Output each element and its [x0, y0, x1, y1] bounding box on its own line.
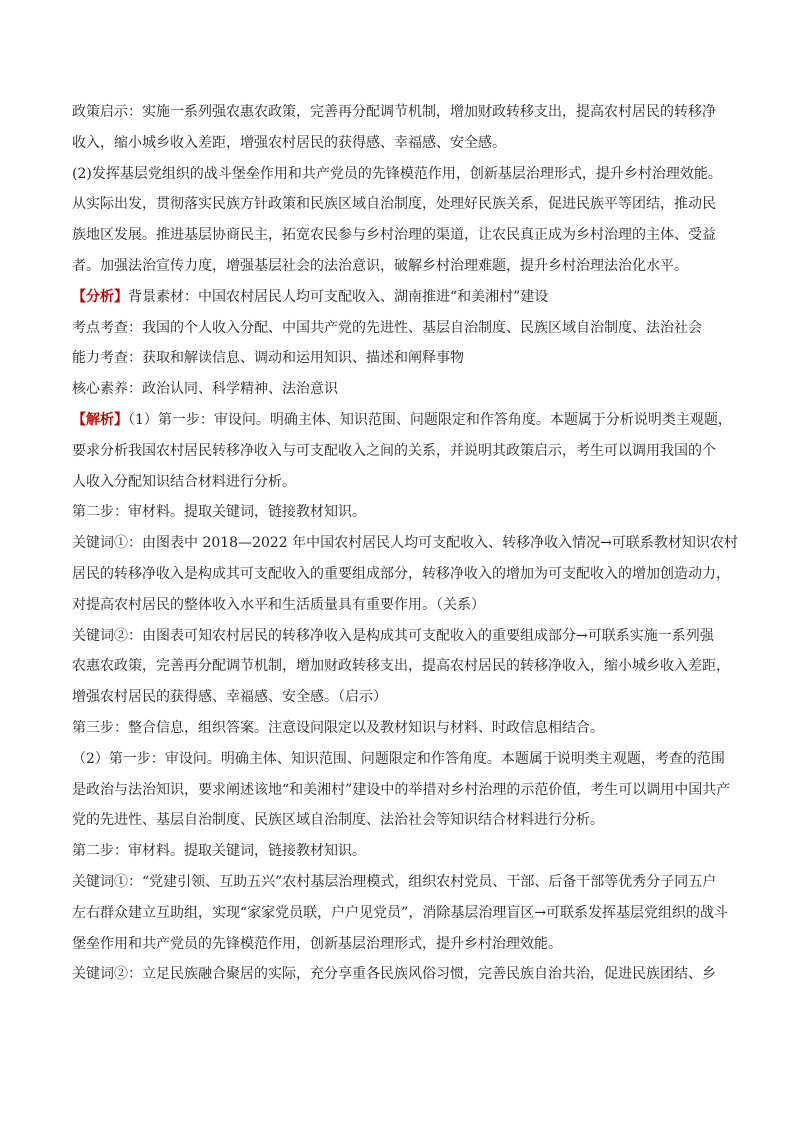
text-line: 堡垒作用和共产党员的先锋模范作用，创新基层治理形式，提升乡村治理效能。 [72, 935, 562, 952]
explain-tag: 【解析】 [72, 411, 128, 428]
analysis-line [72, 282, 738, 313]
text-line: 关键词②：立足民族融合聚居的实际，充分享重各民族风俗习惯，完善民族自治共治，促进民族团结、乡 [72, 966, 716, 983]
point-line: 核心素养：政治认同、科学精神、法治意识 [72, 381, 338, 398]
text-line: (2)发挥基层党组织的战斗堡垒作用和共产党员的先锋模范作用，创新基层治理形式，提升乡村治理效能。 [72, 165, 722, 182]
point-line: 考点考查：我国的个人收入分配、中国共产党的先进性、基层自治制度、民族区域自治制度、法治社会 [72, 319, 702, 336]
text-line: 左右群众建立互助组，实现“家家党员联，户户见党员”，消除基层治理盲区→可联系发挥基层党组织的战斗 [72, 904, 729, 921]
text-line: 人收入分配知识结合材料进行分析。 [72, 473, 296, 490]
text-line: （2）第一步：审设问。明确主体、知识范围、问题限定和作答角度。本题属于说明类主观题，考查的范围 [72, 750, 725, 767]
text-line: 收入，缩小城乡收入差距，增强农村居民的获得感、幸福感、安全感。 [72, 134, 506, 151]
text-line: 关键词①：“党建引领、互助五兴”农村基层治理模式，组织农村党员、干部、后备干部等优秀分子同五户 [72, 873, 717, 890]
point-line: 能力考查：获取和解读信息、调动和运用知识、描述和阐释事物 [72, 350, 464, 367]
text-line: 第二步：审材料。提取关键词，链接教材知识。 [72, 504, 366, 521]
text-line: 居民的转移净收入是构成其可支配收入的重要组成部分，转移净收入的增加为可支配收入的增加创造动力， [72, 565, 730, 582]
text-line: 农惠农政策，完善再分配调节机制，增加财政转移支出，提高农村居民的转移净收入，缩小城乡收入差距， [72, 658, 730, 675]
text-line: 关键词①：由图表中 2018—2022 年中国农村居民人均可支配收入、转移净收入情况→可联系教材知识农村 [72, 535, 738, 552]
text-line: 是政治与法治知识，要求阐述该地“和美湘村”建设中的举措对乡村治理的示范价值，考生可以调用中国共产 [72, 781, 731, 798]
text-line: 党的先进性、基层自治制度、民族区域自治制度、法治社会等知识结合材料进行分析。 [72, 812, 604, 829]
text-line: 族地区发展。推进基层协商民主，拓宽农民参与乡村治理的渠道，让农民真正成为乡村治理的主体、受益 [72, 227, 716, 244]
text-line: 增强农村居民的获得感、幸福感、安全感。（启示） [72, 689, 387, 706]
text-line: 第三步：整合信息，组织答案。注意设问限定以及教材知识与材料、时政信息相结合。 [72, 719, 604, 736]
text-line: 者。加强法治宣传力度，增强基层社会的法治意识，破解乡村治理难题，提升乡村治理法治化水平。 [72, 257, 688, 274]
analysis-text: 背景素材：中国农村居民人均可支配收入、湖南推进“和美湘村”建设 [128, 288, 549, 305]
text-line: 政策启示：实施一系列强农惠农政策，完善再分配调节机制，增加财政转移支出，提高农村居民的转移净 [72, 104, 716, 120]
explain-line [72, 405, 738, 436]
text-line: 对提高农村居民的整体收入水平和生活质量具有重要作用。（关系） [72, 596, 485, 613]
document-page [72, 97, 738, 990]
analysis-tag: 【分析】 [72, 288, 128, 305]
text-line: 要求分析我国农村居民转移净收入与可支配收入之间的关系，并说明其政策启示，考生可以调用我国的个 [72, 442, 716, 459]
text-line: 从实际出发，贯彻落实民族方针政策和民族区域自治制度，处理好民族关系，促进民族平等团结，推动民 [72, 196, 716, 213]
explain-first: （1）第一步：审设问。明确主体、知识范围、问题限定和作答角度。本题属于分析说明类主观题， [128, 411, 732, 428]
text-line: 关键词②：由图表可知农村居民的转移净收入是构成其可支配收入的重要组成部分→可联系实施一系列强 [72, 627, 714, 644]
text-line: 第二步：审材料。提取关键词，链接教材知识。 [72, 843, 366, 860]
